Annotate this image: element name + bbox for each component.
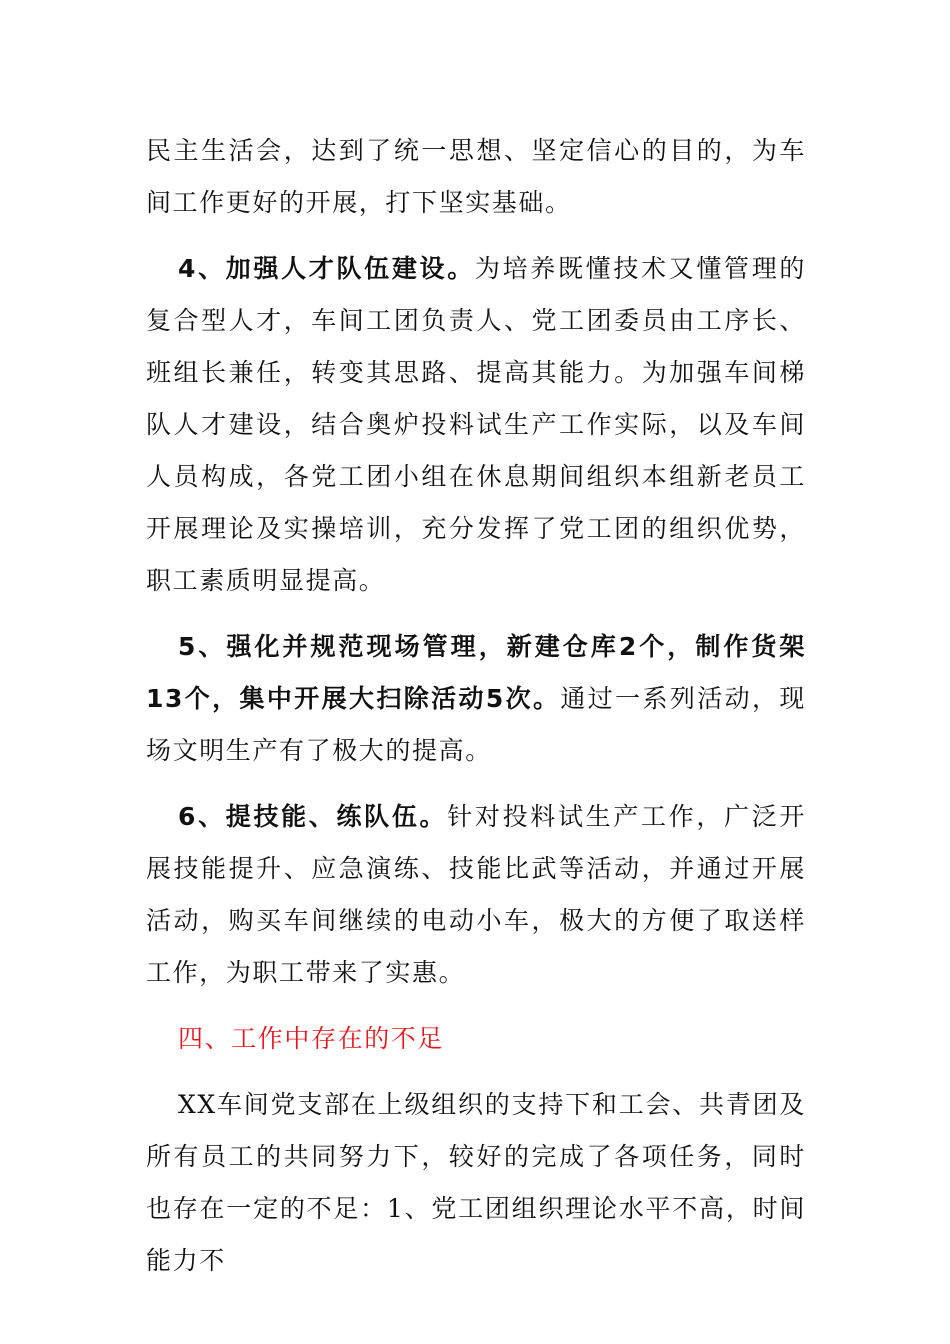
paragraph-2-heading: 4、加强人才队伍建设。 bbox=[178, 254, 475, 283]
section-heading bbox=[146, 1013, 806, 1065]
paragraph-5-text: XX车间党支部在上级组织的支持下和工会、共青团及所有员工的共同努力下，较好的完成了各项任务，同时也存在一定的不足：1、党工团组织理论水平不高，时间能力不 bbox=[146, 1090, 806, 1275]
paragraph-5 bbox=[146, 1079, 806, 1287]
document-body bbox=[146, 125, 806, 1301]
paragraph-1 bbox=[146, 125, 806, 229]
paragraph-4 bbox=[146, 791, 806, 999]
paragraph-2-text: 为培养既懂技术又懂管理的复合型人才，车间工团负责人、党工团委员由工序长、班组长兼任，转变其思路、提高其能力。为加强车间梯队人才建设，结合奥炉投料试生产工作实际，以及车间人员构成，各党工团小组在休息期间组织本组新老员工开展理论及实操培训，充分发挥了党工团的组织优势，职工素质明显提高。 bbox=[146, 254, 807, 595]
paragraph-4-text: 针对投料试生产工作，广泛开展技能提升、应急演练、技能比武等活动，并通过开展活动，购买车间继续的电动小车，极大的方便了取送样工作，为职工带来了实惠。 bbox=[146, 802, 806, 987]
paragraph-3 bbox=[146, 621, 806, 777]
paragraph-3-text: 通过一系列活动，现场文明生产有了极大的提高。 bbox=[146, 684, 806, 765]
paragraph-3-heading: 5、强化并规范现场管理，新建仓库2个，制作货架13个，集中开展大扫除活动5次。 bbox=[146, 632, 806, 713]
section-heading-text: 四、工作中存在的不足 bbox=[178, 1024, 445, 1053]
paragraph-2 bbox=[146, 243, 806, 607]
paragraph-1-text: 民主生活会，达到了统一思想、坚定信心的目的，为车间工作更好的开展，打下坚实基础。 bbox=[146, 136, 806, 217]
paragraph-4-heading: 6、提技能、练队伍。 bbox=[178, 802, 448, 831]
